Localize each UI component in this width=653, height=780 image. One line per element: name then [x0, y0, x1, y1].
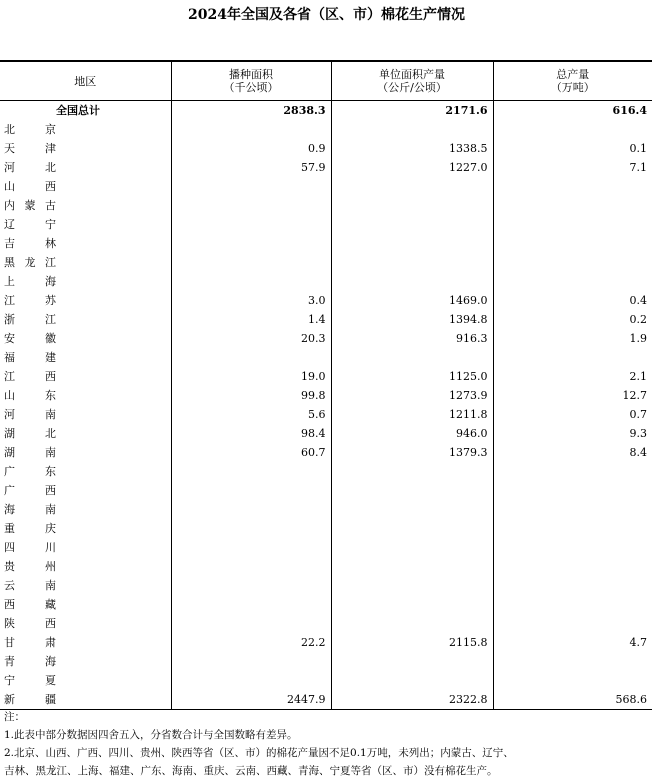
- sown-area-cell: [171, 538, 331, 557]
- sown-area-cell: [171, 462, 331, 481]
- total-output-cell: [493, 253, 652, 272]
- sown-area-cell: [171, 576, 331, 595]
- table-row: [0, 614, 652, 633]
- total-output-cell: 568.6: [493, 690, 652, 710]
- region-name: 上海: [4, 275, 56, 288]
- region-name: 安徽: [4, 332, 56, 345]
- sown-area-cell: [171, 481, 331, 500]
- table-row: [0, 538, 652, 557]
- region-name: 江苏: [4, 294, 56, 307]
- unit-yield-cell: [331, 614, 493, 633]
- note-1: 1.此表中部分数据因四舍五入，分省数合计与全国数略有差异。: [4, 729, 298, 741]
- unit-yield-cell: [331, 500, 493, 519]
- region-name: 湖北: [4, 427, 56, 440]
- footnotes: [4, 708, 649, 780]
- header-total-output-label: 总产量: [556, 68, 590, 81]
- table-row: [0, 462, 652, 481]
- total-output-cell: [493, 538, 652, 557]
- table-row: [0, 386, 652, 405]
- total-output-cell: [493, 234, 652, 253]
- table-row: [0, 652, 652, 671]
- region-cell: [0, 690, 171, 710]
- region-cell: [0, 424, 171, 443]
- unit-yield-cell: 1273.9: [331, 386, 493, 405]
- region-name: 河北: [4, 161, 56, 174]
- unit-yield-cell: 2322.8: [331, 690, 493, 710]
- region-name: 辽宁: [4, 218, 56, 231]
- sown-area-cell: 22.2: [171, 633, 331, 652]
- sown-area-cell: 20.3: [171, 329, 331, 348]
- unit-yield-cell: 1338.5: [331, 139, 493, 158]
- unit-yield-cell: [331, 671, 493, 690]
- table-row: [0, 443, 652, 462]
- region-cell: [0, 614, 171, 633]
- table-row: [0, 595, 652, 614]
- sown-area-cell: [171, 253, 331, 272]
- table-row: [0, 272, 652, 291]
- unit-yield-cell: 946.0: [331, 424, 493, 443]
- page-title: 2024年全国及各省（区、市）棉花生产情况: [188, 7, 465, 23]
- region-cell: [0, 519, 171, 538]
- region-cell: [0, 652, 171, 671]
- table-row: [0, 253, 652, 272]
- sown-area-cell: [171, 614, 331, 633]
- region-cell: [0, 481, 171, 500]
- total-output-cell: [493, 519, 652, 538]
- region-cell: [0, 557, 171, 576]
- region-cell: [0, 196, 171, 215]
- total-output-cell: 8.4: [493, 443, 652, 462]
- table-row: [0, 215, 652, 234]
- note-2-line-1: 2.北京、山西、广西、四川、贵州、陕西等省（区、市）的棉花产量因不足0.1万吨，未列出；内蒙古、辽宁、: [4, 747, 514, 759]
- unit-yield-cell: [331, 348, 493, 367]
- unit-yield-cell: [331, 234, 493, 253]
- header-sown-area: [171, 61, 331, 101]
- total-output-cell: [493, 348, 652, 367]
- total-output-cell: [493, 557, 652, 576]
- note-heading: 注：: [4, 711, 25, 723]
- region-cell: [0, 215, 171, 234]
- table-row: [0, 576, 652, 595]
- region-cell: [0, 671, 171, 690]
- header-sown-area-label: 播种面积: [229, 68, 273, 81]
- unit-yield-cell: 2115.8: [331, 633, 493, 652]
- total-output-cell: 0.1: [493, 139, 652, 158]
- total-output-cell: [493, 671, 652, 690]
- unit-yield-cell: [331, 253, 493, 272]
- sown-area-cell: 1.4: [171, 310, 331, 329]
- table-row: [0, 671, 652, 690]
- region-name: 天津: [4, 142, 56, 155]
- region-name: 广西: [4, 484, 56, 497]
- sown-area-cell: 19.0: [171, 367, 331, 386]
- region-cell: [0, 310, 171, 329]
- region-cell: [0, 158, 171, 177]
- region-name: 宁夏: [4, 674, 56, 687]
- sown-area-cell: [171, 652, 331, 671]
- header-unit-yield-unit: （公斤/公顷）: [377, 81, 447, 94]
- region-cell: [0, 291, 171, 310]
- total-output-cell: [493, 196, 652, 215]
- unit-yield-cell: [331, 481, 493, 500]
- sown-area-cell: [171, 234, 331, 253]
- header-sown-area-unit: （千公顷）: [223, 81, 279, 94]
- table-row: [0, 234, 652, 253]
- table-row: [0, 405, 652, 424]
- header-unit-yield: [331, 61, 493, 101]
- region-cell: [0, 272, 171, 291]
- total-yield-cell: 2171.6: [331, 101, 493, 121]
- table-row: [0, 158, 652, 177]
- total-output-cell: [493, 576, 652, 595]
- national-total-row: [0, 101, 652, 121]
- table-row: [0, 329, 652, 348]
- sown-area-cell: [171, 196, 331, 215]
- total-output-cell: 2.1: [493, 367, 652, 386]
- header-unit-yield-label: 单位面积产量: [379, 68, 445, 81]
- unit-yield-cell: [331, 595, 493, 614]
- unit-yield-cell: 1125.0: [331, 367, 493, 386]
- table-row: [0, 177, 652, 196]
- sown-area-cell: [171, 500, 331, 519]
- total-region-cell: 全国总计: [56, 104, 100, 117]
- region-cell: [0, 329, 171, 348]
- total-output-cell: [493, 652, 652, 671]
- total-output-cell: [493, 500, 652, 519]
- sown-area-cell: 5.6: [171, 405, 331, 424]
- table-row: [0, 690, 652, 710]
- sown-area-cell: [171, 120, 331, 139]
- region-cell: [0, 443, 171, 462]
- region-name: 青海: [4, 655, 56, 668]
- sown-area-cell: [171, 671, 331, 690]
- total-output-cell: 616.4: [493, 101, 652, 121]
- unit-yield-cell: 1211.8: [331, 405, 493, 424]
- region-name: 山东: [4, 389, 56, 402]
- unit-yield-cell: [331, 557, 493, 576]
- region-name: 广东: [4, 465, 56, 478]
- table-row: [0, 424, 652, 443]
- unit-yield-cell: [331, 652, 493, 671]
- unit-yield-cell: 916.3: [331, 329, 493, 348]
- table-row: [0, 633, 652, 652]
- total-output-cell: [493, 120, 652, 139]
- region-name: 湖南: [4, 446, 56, 459]
- sown-area-cell: [171, 272, 331, 291]
- region-cell: [0, 139, 171, 158]
- sown-area-cell: [171, 177, 331, 196]
- region-cell: [0, 462, 171, 481]
- total-output-cell: 7.1: [493, 158, 652, 177]
- sown-area-cell: 98.4: [171, 424, 331, 443]
- region-name: 重庆: [4, 522, 56, 535]
- unit-yield-cell: 1227.0: [331, 158, 493, 177]
- sown-area-cell: 99.8: [171, 386, 331, 405]
- region-name: 西藏: [4, 598, 56, 611]
- region-cell: [0, 500, 171, 519]
- sown-area-cell: [171, 595, 331, 614]
- region-name: 贵州: [4, 560, 56, 573]
- total-output-cell: [493, 481, 652, 500]
- region-cell: [0, 386, 171, 405]
- total-output-cell: 0.7: [493, 405, 652, 424]
- region-name: 福建: [4, 351, 56, 364]
- note-2-line-2: 吉林、黑龙江、上海、福建、广东、海南、重庆、云南、西藏、青海、宁夏等省（区、市）没有棉花生产。: [4, 765, 498, 777]
- table-header-row: [0, 61, 652, 101]
- table-row: [0, 310, 652, 329]
- region-cell: [0, 405, 171, 424]
- region-cell: [0, 120, 171, 139]
- sown-area-cell: [171, 557, 331, 576]
- sown-area-cell: 57.9: [171, 158, 331, 177]
- unit-yield-cell: [331, 120, 493, 139]
- total-area-cell: 2838.3: [171, 101, 331, 121]
- region-cell: [0, 538, 171, 557]
- region-name: 云南: [4, 579, 56, 592]
- unit-yield-cell: [331, 538, 493, 557]
- region-name: 四川: [4, 541, 56, 554]
- unit-yield-cell: [331, 519, 493, 538]
- region-name: 山西: [4, 180, 56, 193]
- total-output-cell: [493, 177, 652, 196]
- unit-yield-cell: 1394.8: [331, 310, 493, 329]
- unit-yield-cell: [331, 177, 493, 196]
- region-name: 吉林: [4, 237, 56, 250]
- total-output-cell: 1.9: [493, 329, 652, 348]
- table-row: [0, 139, 652, 158]
- table-row: [0, 348, 652, 367]
- region-name: 新疆: [4, 693, 56, 706]
- region-cell: [0, 234, 171, 253]
- total-output-cell: [493, 614, 652, 633]
- total-output-cell: [493, 272, 652, 291]
- region-name: 浙江: [4, 313, 56, 326]
- total-output-cell: [493, 595, 652, 614]
- header-total-output-unit: （万吨）: [550, 81, 595, 94]
- sown-area-cell: 60.7: [171, 443, 331, 462]
- table-row: [0, 500, 652, 519]
- sown-area-cell: 0.9: [171, 139, 331, 158]
- unit-yield-cell: [331, 462, 493, 481]
- region-cell: [0, 177, 171, 196]
- table-row: [0, 291, 652, 310]
- region-name: 甘肃: [4, 636, 56, 649]
- unit-yield-cell: 1469.0: [331, 291, 493, 310]
- region-name: 陕西: [4, 617, 56, 630]
- total-output-cell: 0.2: [493, 310, 652, 329]
- region-name: 河南: [4, 408, 56, 421]
- header-total-output: [493, 61, 652, 101]
- total-output-cell: 4.7: [493, 633, 652, 652]
- total-output-cell: [493, 215, 652, 234]
- header-region-label: 地区: [74, 74, 97, 88]
- unit-yield-cell: [331, 272, 493, 291]
- region-name: 江西: [4, 370, 56, 383]
- sown-area-cell: 3.0: [171, 291, 331, 310]
- unit-yield-cell: [331, 196, 493, 215]
- region-name: 海南: [4, 503, 56, 516]
- cotton-production-table: [0, 60, 652, 710]
- total-output-cell: 9.3: [493, 424, 652, 443]
- region-cell: [0, 348, 171, 367]
- region-cell: [0, 576, 171, 595]
- region-cell: [0, 253, 171, 272]
- region-cell: [0, 595, 171, 614]
- total-output-cell: [493, 462, 652, 481]
- unit-yield-cell: [331, 215, 493, 234]
- table-row: [0, 481, 652, 500]
- unit-yield-cell: [331, 576, 493, 595]
- header-region: [0, 61, 171, 101]
- total-output-cell: 0.4: [493, 291, 652, 310]
- sown-area-cell: [171, 348, 331, 367]
- region-cell: [0, 367, 171, 386]
- region-name: 内蒙古: [4, 199, 56, 212]
- unit-yield-cell: 1379.3: [331, 443, 493, 462]
- sown-area-cell: [171, 519, 331, 538]
- table-row: [0, 557, 652, 576]
- sown-area-cell: 2447.9: [171, 690, 331, 710]
- sown-area-cell: [171, 215, 331, 234]
- region-name: 黑龙江: [4, 256, 56, 269]
- region-name: 北京: [4, 123, 56, 136]
- table-row: [0, 519, 652, 538]
- table-row: [0, 196, 652, 215]
- total-output-cell: 12.7: [493, 386, 652, 405]
- table-row: [0, 120, 652, 139]
- table-row: [0, 367, 652, 386]
- region-cell: [0, 633, 171, 652]
